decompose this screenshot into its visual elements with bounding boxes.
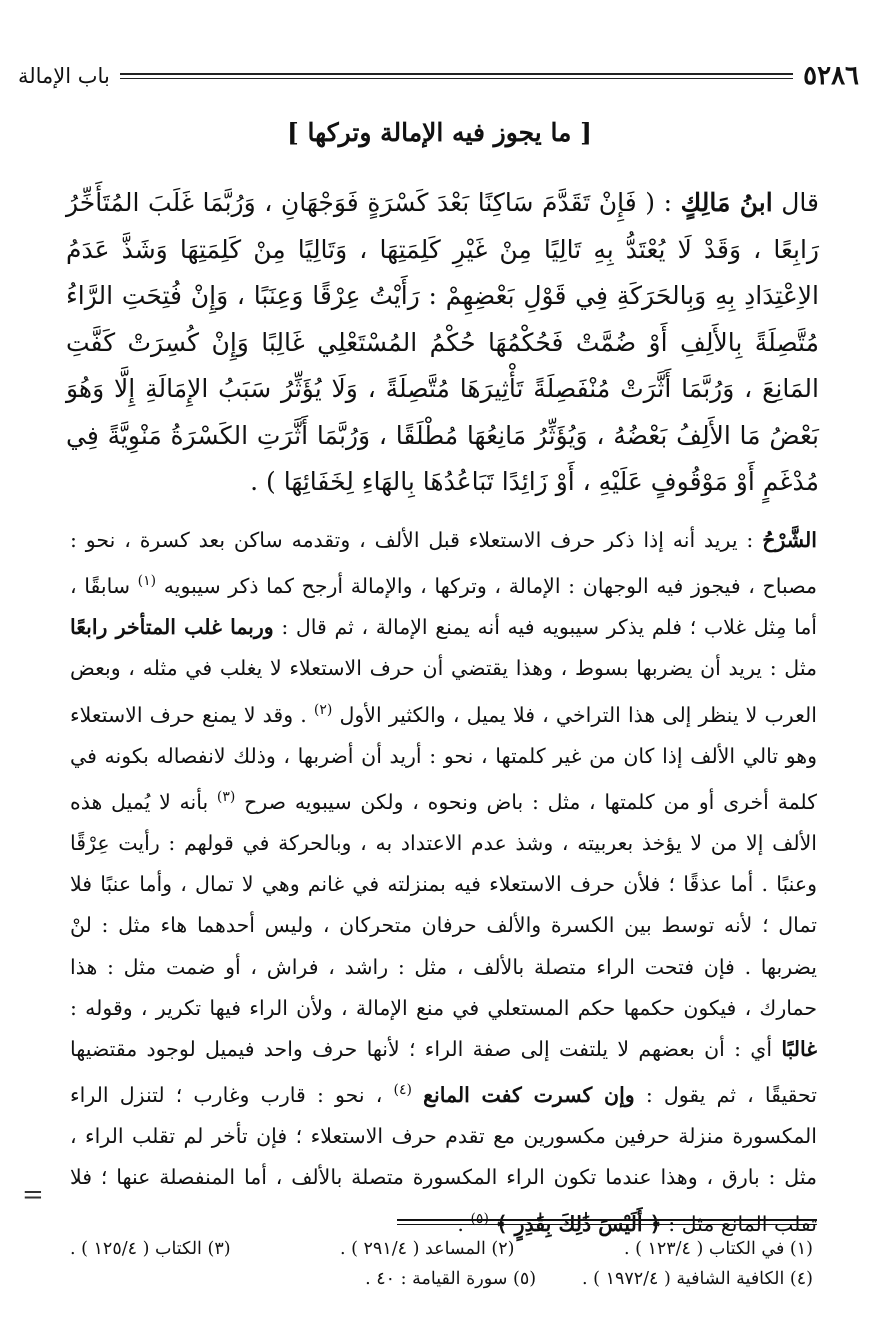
matn-quote-2: غالبًا — [781, 1036, 817, 1061]
footnote-ref-4[interactable]: (٤) — [393, 1082, 412, 1099]
sharh-segment: بأنه لا يُميل هذه الألف إلا من لا يؤخذ بعربيته ، وشذ عدم الاعتداد به ، وبالحركة في قولهم : رأيت عِرْقًا وعنبًا . أما عذقًا ؛ فلأن حرف الاستعلاء فيه بمنزلته في غانم وهي لا تمال ، وأما عنبًا فلا تمال ؛ لأنه توسط بين الكسرة والألف حرفان متحركان ، وليس أحدهما هاء مثل : لنْ يضربها . فإن فتحت الراء متصلة بالألف ، مثل : راشد ، فراش ، أو ضمت مثل : هذا حمارك ، فيكون حكمها حكم المستعلي في منع الإمالة ، ولأن الراء فيها تكرير ، وقوله : — [70, 789, 817, 1020]
footnote-ref-5[interactable]: (٥) — [470, 1210, 489, 1227]
sharh-segment: : يريد أنه إذا ذكر حرف الاستعلاء قبل الألف ، وتقدمه ساكن بعد كسرة ، نحو : مصباح ، فيجوز فيه الوجهان : الإمالة ، وتركها ، والإمالة أرجح كما ذكر سيبويه — [70, 528, 817, 599]
matn-quote-1: وربما غلب المتأخر رابعًا — [70, 615, 274, 640]
matn-quote-3: وإن كسرت كفت المانع — [423, 1082, 635, 1107]
footnotes — [70, 1234, 813, 1294]
sharh-end: . — [457, 1211, 464, 1236]
sharh-segment: . وقد لا يمنع حرف الاستعلاء وهو تالي الألف إذا كان من غير كلمتها ، نحو : أريد أن أضربها ، وذلك لانفصاله بكونه في كلمة أخرى أو من كلمتها ، مثل : باض ونحوه ، ولكن سيبويه صرح — [70, 702, 817, 814]
page-number: ٥٢٨٦ — [803, 61, 859, 91]
continuation-mark: = — [22, 1180, 44, 1210]
footnote-5: (٥) سورة القيامة : ٤٠ . — [365, 1269, 537, 1289]
footnote-1: (١) في الكتاب ( ١٢٣/٤ ) . — [623, 1239, 813, 1259]
matn-text — [66, 180, 819, 506]
footnote-row — [70, 1264, 813, 1294]
header-rule — [120, 73, 793, 79]
footnote-ref-2[interactable]: (٢) — [313, 701, 333, 718]
sharh-segment: مثل : يريد أن يضربها بسوط ، وهذا يقتضي أن حرف الاستعلاء لا يغلب في مثله ، وبعض العرب لا ينظر إلى هذا التراخي ، فلا يميل ، والكثير الأول — [70, 656, 817, 727]
running-header — [18, 56, 859, 96]
sharh-segment: ، نحو : قارب وغارب ؛ لتنزل الراء المكسورة منزلة حرفين مكسورين مع تقدم حرف الاستعلاء ؛ فإن تأخر لم تقلب الراء ، مثل : بارق ، وهذا عندما تكون الراء المكسورة متصلة بالألف ، أما المنفصلة عنها ؛ فلا تقلب المانع مثل : — [70, 1082, 817, 1236]
quran-verse: ﴿ أَلَيْسَ ذَٰلِكَ بِقَٰدِرٍ ﴾ — [495, 1211, 662, 1236]
footnote-ref-1[interactable]: (١) — [137, 573, 157, 590]
sharh-label: الشَّرْحُ — [762, 528, 817, 552]
matn-intro: قال — [781, 188, 819, 217]
footnote-2: (٢) المساعد ( ٢٩١/٤ ) . — [340, 1239, 515, 1259]
sharh-segment: أي : أن بعضهم لا يلتفت إلى صفة الراء ؛ لأنها حرف واحد فيميل لوجود مقتضيها تحقيقًا ، ثم يقول : — [70, 1036, 817, 1107]
footnote-separator — [397, 1219, 817, 1225]
sharh-commentary — [70, 520, 817, 1245]
matn-author: ابنُ مَالِكٍ — [680, 188, 773, 217]
footnote-3: (٣) الكتاب ( ١٢٥/٤ ) . — [70, 1239, 231, 1259]
footnote-ref-3[interactable]: (٣) — [216, 788, 236, 805]
footnote-row — [70, 1234, 813, 1264]
matn-body: : ( فَإِنْ تَقَدَّمَ سَاكِنًا بَعْدَ كَسْرَةٍ فَوَجْهَانِ ، وَرُبَّمَا غَلَبَ المُتَأَخِّرُ رَابِعًا ، وَقَدْ لَا يُعْتَدُّ بِهِ تَالِيًا مِنْ غَيْرِ كَلِمَتِهَا ، وَتَالِيًا مِنْ كَلِمَتِهَا وَشَذَّ عَدَمُ الاِعْتِدَادِ بِهِ وَبِالحَرَكَةِ فِي قَوْلِ بَعْضِهِمْ : رَأَيْتُ عِرْقًا وَعِنَبًا ، وَإِنْ فُتِحَتِ الرَّاءُ مُتَّصِلَةً بِالأَلِفِ أَوْ ضُمَّتْ فَحُكْمُهَا حُكْمُ المُسْتَعْلِي غَالِبًا وَإِنْ كُسِرَتْ كَفَّتِ المَانِعَ ، وَرُبَّمَا أَثَّرَتْ مُنْفَصِلَةً تَأْثِيرَهَا مُتَّصِلَةً ، وَلَا يُؤَثِّرُ سَبَبُ الإِمَالَةِ إِلَّا وَهُوَ بَعْضُ مَا الأَلِفُ بَعْضُهُ ، وَيُؤَثِّرُ مَانِعُهَا مُطْلَقًا ، وَرُبَّمَا أَثَّرَتِ الكَسْرَةُ مَنْوِيَّةً فِي مُدْغَمٍ أَوْ مَوْقُوفٍ عَلَيْهِ ، أَوْ زَائِدًا تَبَاعُدُهَا بِالهَاءِ لِخَفَائِهَا ) . — [66, 188, 819, 496]
section-heading: [ ما يجوز فيه الإمالة وتركها ] — [287, 118, 592, 147]
sharh-segment: سابقًا ، أما مِثل غلاب ؛ فلم يذكر سيبويه فيه أنه يمنع الإمالة ، ثم قال : — [70, 574, 818, 640]
chapter-title: باب الإمالة — [18, 64, 110, 88]
footnote-4: (٤) الكافية الشافية ( ١٩٧٢/٤ ) . — [582, 1269, 813, 1289]
